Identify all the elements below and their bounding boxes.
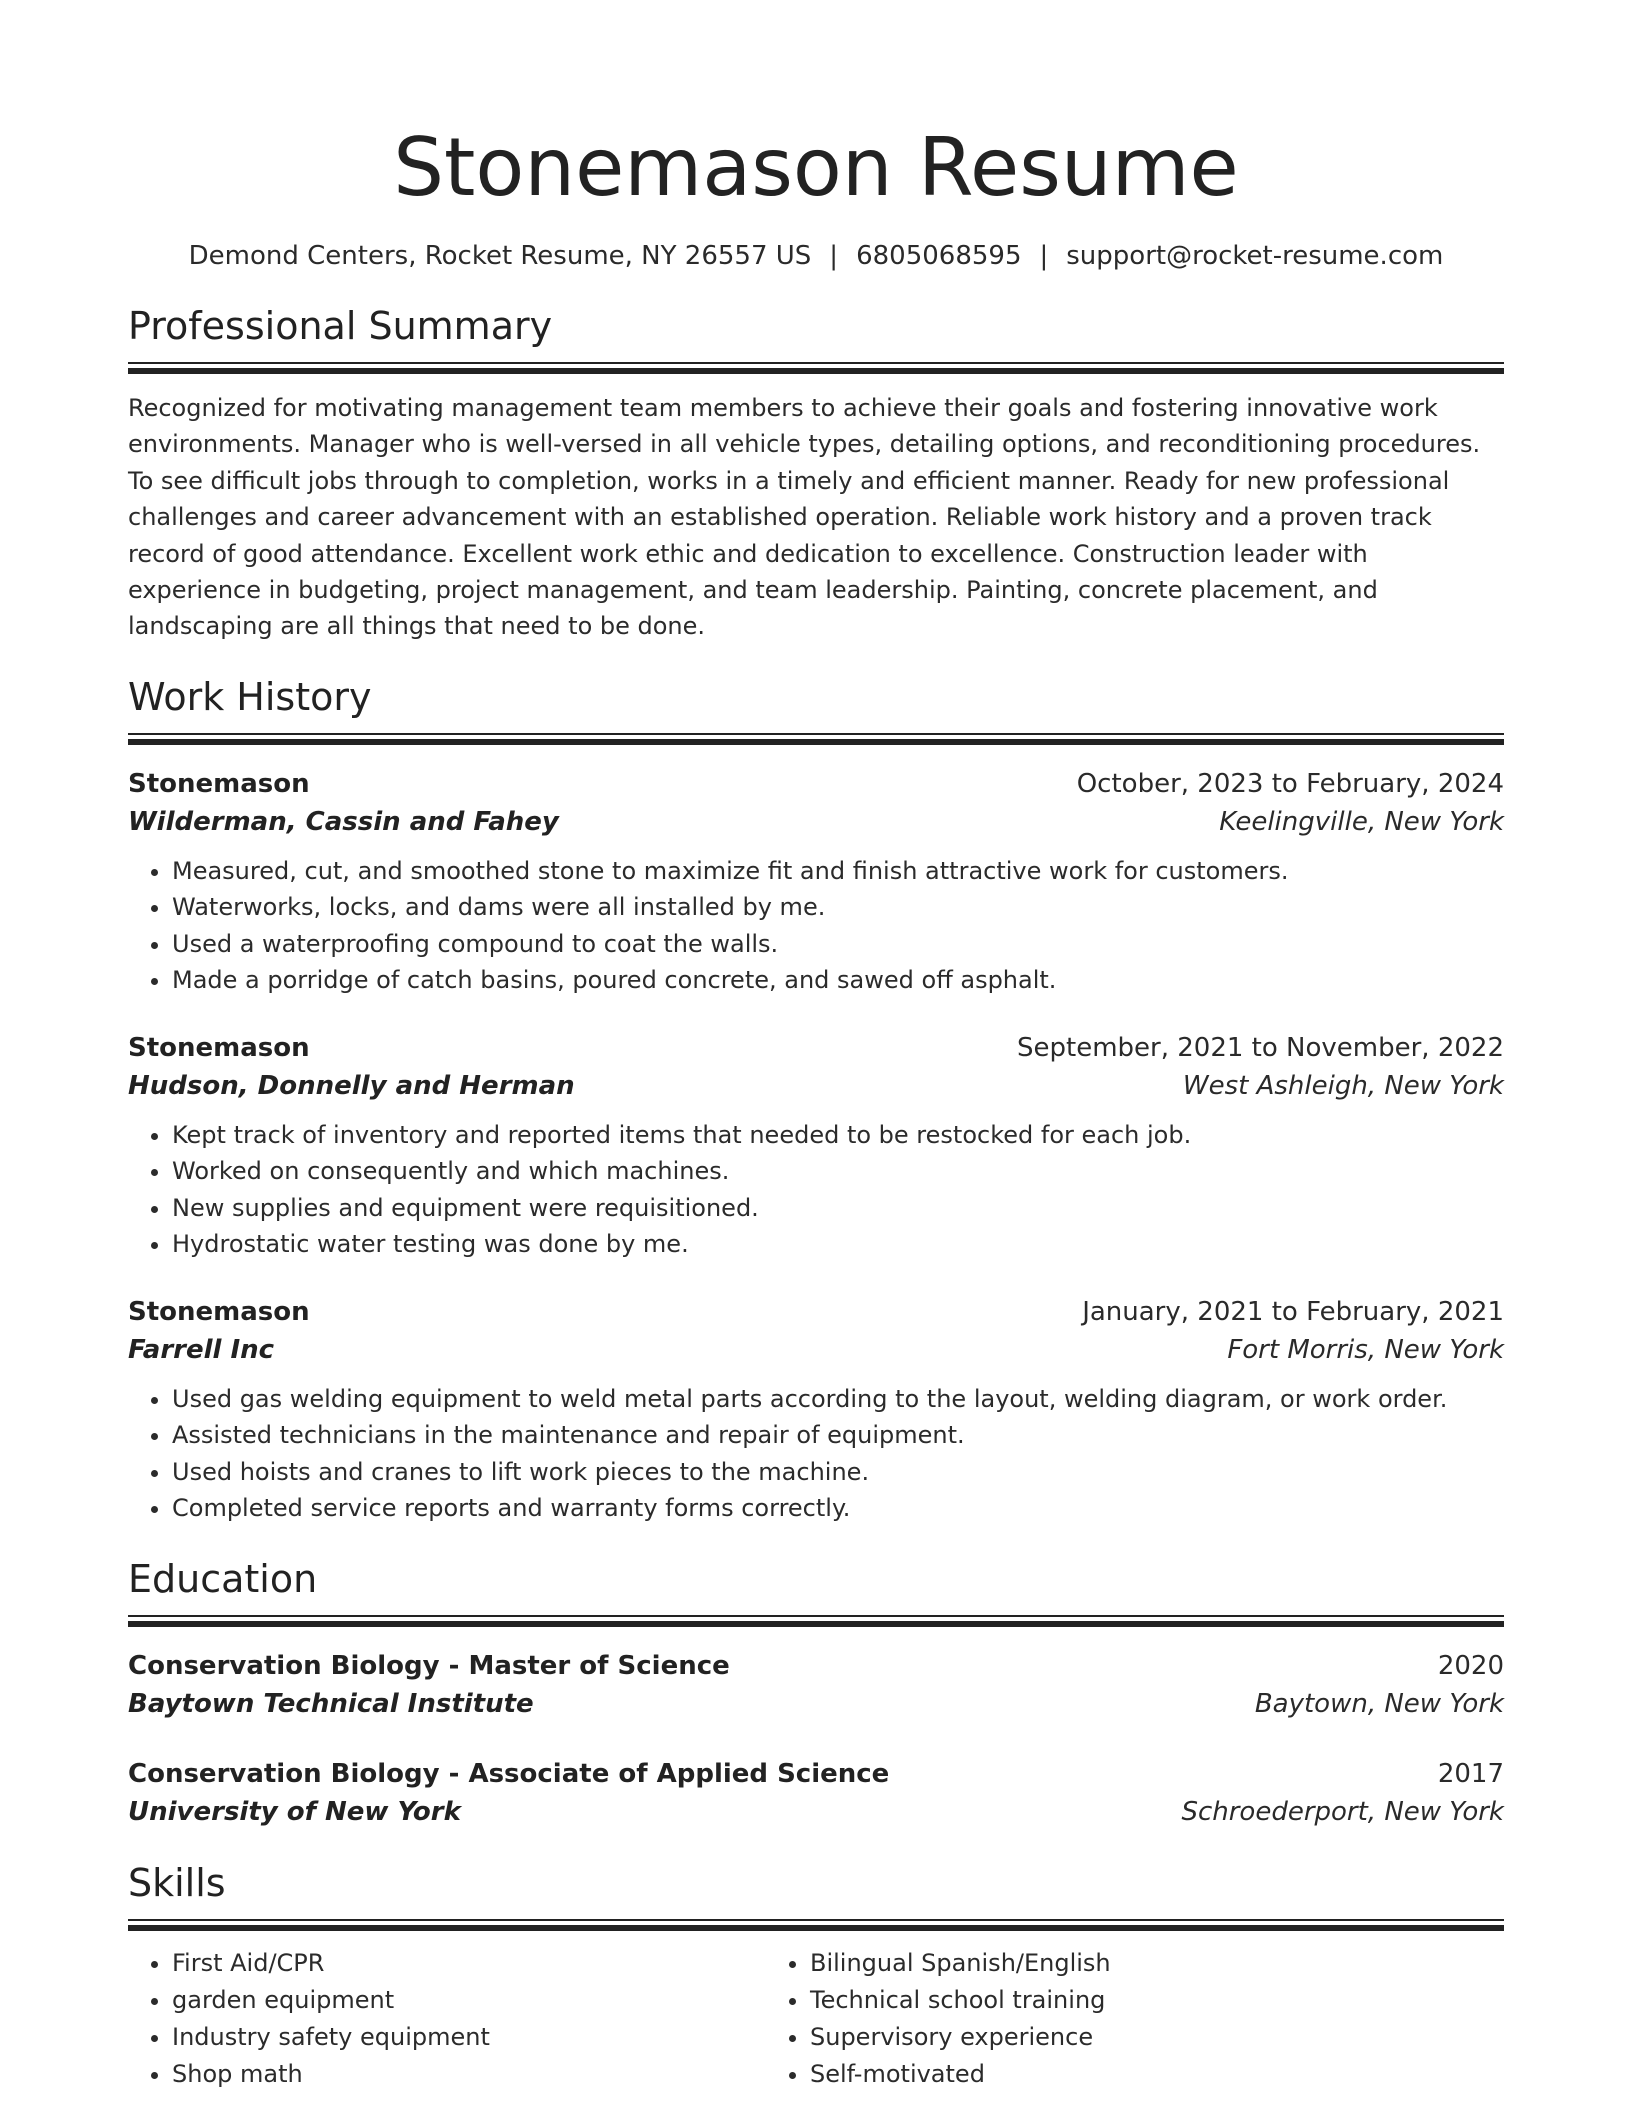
list-item: • Made a porridge of catch basins, poured concrete, and sawed off asphalt. xyxy=(172,962,1504,999)
job-title: Stonemason xyxy=(128,1032,310,1063)
job-subheader xyxy=(128,1067,1504,1105)
job-company: Farrell Inc xyxy=(128,1334,275,1365)
summary-section xyxy=(128,302,1504,645)
job-header xyxy=(128,1293,1504,1331)
education-entry xyxy=(128,1647,1504,1723)
list-item: • Completed service reports and warranty forms correctly. xyxy=(172,1490,1504,1527)
job-header xyxy=(128,765,1504,803)
job-entry xyxy=(128,1029,1504,1263)
resume-title: Stonemason Resume xyxy=(393,121,1239,214)
list-item: • Waterworks, locks, and dams were all installed by me. xyxy=(172,889,1504,926)
education-degree: Conservation Biology - Master of Science xyxy=(128,1650,730,1681)
education-section xyxy=(128,1555,1504,1831)
list-item: • Supervisory experience xyxy=(810,2019,1396,2056)
list-item: • First Aid/CPR xyxy=(172,1945,762,1982)
skills-list xyxy=(128,1945,1504,2093)
section-divider xyxy=(128,733,1504,745)
job-entry xyxy=(128,765,1504,999)
list-item: • Self-motivated xyxy=(810,2056,1396,2093)
contact-separator: | xyxy=(829,241,839,271)
list-item: • Industry safety equipment xyxy=(172,2019,762,2056)
summary-text: Recognized for motivating management team members to achieve their goals and fostering innovative work environments. Manager who is well-versed in all vehicle types, detailing options, and reconditioning procedures. To see difficult jobs through to completion, works in a timely and efficient manner. Ready for new professional challenges and career advancement with an established operation. Reliable work history and a proven track record of good attendance. Excellent work ethic and dedication to excellence. Construction leader with experience in budgeting, project management, and team leadership. Painting, concrete placement, and landscaping are all things that need to be done. xyxy=(128,394,1481,641)
list-item: • Used hoists and cranes to lift work pieces to the machine. xyxy=(172,1454,1504,1491)
job-dates: January, 2021 to February, 2021 xyxy=(1082,1296,1504,1327)
job-dates: October, 2023 to February, 2024 xyxy=(1076,768,1504,799)
list-item: • Bilingual Spanish/English xyxy=(810,1945,1396,1982)
section-title-education: Education xyxy=(128,1556,318,1601)
contact-email: support@rocket-resume.com xyxy=(1066,241,1444,271)
section-title-summary: Professional Summary xyxy=(128,304,553,348)
education-location: Schroederport, New York xyxy=(1181,1796,1504,1827)
work-history-section xyxy=(128,673,1504,1527)
skills-column-left xyxy=(128,1945,762,2093)
section-divider xyxy=(128,1615,1504,1627)
education-entry xyxy=(128,1755,1504,1831)
education-subheader xyxy=(128,1793,1504,1831)
contact-separator: | xyxy=(1039,241,1049,271)
job-location: Keelingville, New York xyxy=(1219,806,1504,837)
job-company: Hudson, Donnelly and Herman xyxy=(128,1070,575,1101)
contact-line xyxy=(128,236,1504,276)
job-title: Stonemason xyxy=(128,1296,310,1327)
education-year: 2020 xyxy=(1437,1650,1504,1681)
education-degree: Conservation Biology - Associate of Applied Science xyxy=(128,1758,890,1789)
list-item: • New supplies and equipment were requisitioned. xyxy=(172,1190,1504,1227)
education-header xyxy=(128,1755,1504,1793)
education-subheader xyxy=(128,1685,1504,1723)
list-item: • Worked on consequently and which machines. xyxy=(172,1153,1504,1190)
education-header xyxy=(128,1647,1504,1685)
job-dates: September, 2021 to November, 2022 xyxy=(1017,1032,1504,1063)
list-item: • Used gas welding equipment to weld metal parts according to the layout, welding diagram, or work order. xyxy=(172,1381,1504,1418)
list-item: • Measured, cut, and smoothed stone to maximize fit and finish attractive work for customers. xyxy=(172,853,1504,890)
education-year: 2017 xyxy=(1437,1758,1504,1789)
job-bullets xyxy=(128,1117,1504,1263)
resume-page xyxy=(128,0,1504,2093)
education-school: Baytown Technical Institute xyxy=(128,1688,534,1719)
job-location: Fort Morris, New York xyxy=(1227,1334,1504,1365)
list-item: • Shop math xyxy=(172,2056,762,2093)
section-title-work-history: Work History xyxy=(128,674,372,719)
job-company: Wilderman, Cassin and Fahey xyxy=(128,806,559,837)
job-subheader xyxy=(128,803,1504,841)
list-item: • Used a waterproofing compound to coat the walls. xyxy=(172,926,1504,963)
list-item: • Kept track of inventory and reported items that needed to be restocked for each job. xyxy=(172,1117,1504,1154)
job-title: Stonemason xyxy=(128,768,310,799)
list-item: • Hydrostatic water testing was done by me. xyxy=(172,1226,1504,1263)
list-item: • Technical school training xyxy=(810,1982,1396,2019)
section-title-skills: Skills xyxy=(128,1860,226,1905)
section-divider xyxy=(128,362,1504,374)
education-school: University of New York xyxy=(128,1796,461,1827)
list-item: • Assisted technicians in the maintenance and repair of equipment. xyxy=(172,1417,1504,1454)
section-divider xyxy=(128,1919,1504,1931)
education-location: Baytown, New York xyxy=(1254,1688,1504,1719)
job-entry xyxy=(128,1293,1504,1527)
list-item: • garden equipment xyxy=(172,1982,762,2019)
job-location: West Ashleigh, New York xyxy=(1182,1070,1504,1101)
skills-column-right xyxy=(762,1945,1396,2093)
job-subheader xyxy=(128,1331,1504,1369)
contact-phone: 6805068595 xyxy=(856,241,1022,271)
job-header xyxy=(128,1029,1504,1067)
job-bullets xyxy=(128,853,1504,999)
job-bullets xyxy=(128,1381,1504,1527)
contact-address: Demond Centers, Rocket Resume, NY 26557 US xyxy=(188,241,812,271)
skills-section xyxy=(128,1859,1504,2093)
